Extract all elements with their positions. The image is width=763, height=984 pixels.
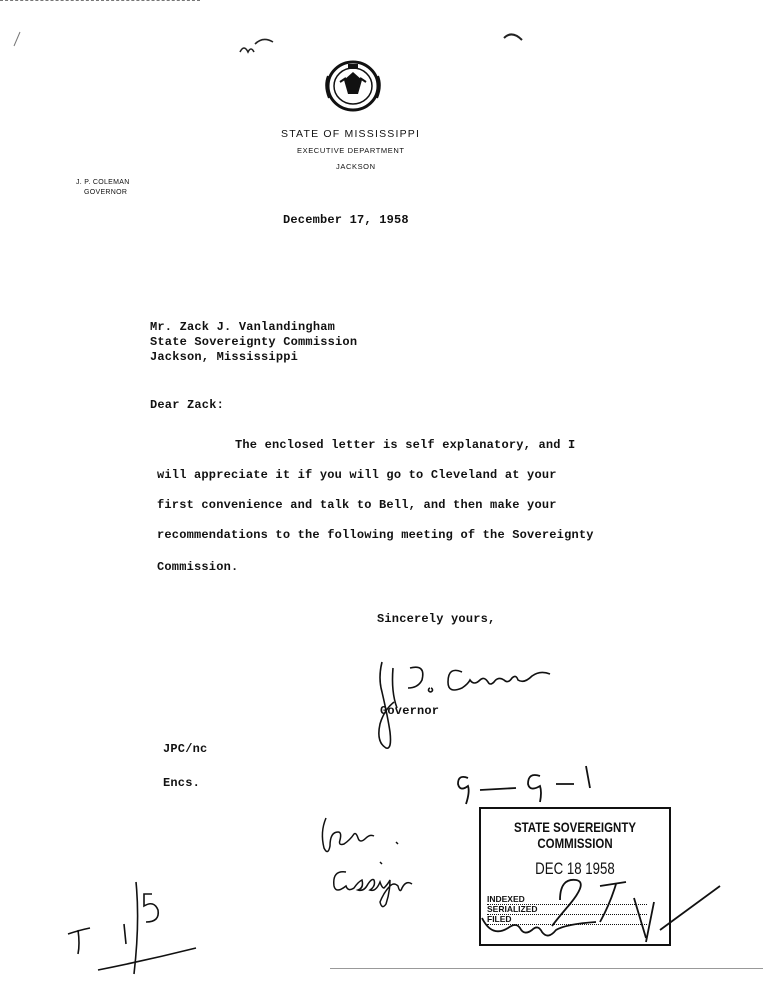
- governor-title: GOVERNOR: [84, 189, 128, 196]
- letter-date: December 17, 1958: [283, 213, 409, 227]
- governor-name: J. P. COLEMAN: [76, 179, 130, 186]
- stamp-initials-scribble: [482, 880, 720, 942]
- reference-initials: JPC/nc: [163, 742, 208, 756]
- stamp-row-serialized: SERIALIZED: [487, 905, 647, 915]
- corner-mark-handwriting: [68, 882, 196, 974]
- body-line: will appreciate it if you will go to Cleveland at your: [157, 468, 557, 482]
- body-line: Commission.: [157, 560, 239, 574]
- body-line: The enclosed letter is self explanatory, and I: [235, 438, 576, 452]
- enclosures: Encs.: [163, 776, 201, 790]
- stamp-title: STATE SOVEREIGNTY COMMISSION: [513, 819, 637, 851]
- body-line: first convenience and talk to Bell, and then make your: [157, 498, 557, 512]
- file-number-handwriting: [458, 766, 590, 804]
- recipient-organization: State Sovereignty Commission: [150, 335, 358, 349]
- bottom-edge-line: [330, 968, 763, 969]
- letterhead-state: STATE OF MISSISSIPPI: [281, 128, 421, 140]
- body-line: recommendations to the following meeting of the Sovereignty: [157, 528, 594, 542]
- please-assign-note: [322, 818, 412, 907]
- top-pen-mark: [240, 39, 273, 52]
- top-right-pen-mark: [504, 34, 522, 40]
- letterhead-city: JACKSON: [336, 162, 376, 171]
- closing: Sincerely yours,: [377, 612, 496, 626]
- stamp-row-filed: FILED: [487, 915, 647, 925]
- salutation: Dear Zack:: [150, 398, 225, 412]
- stamp-row-indexed: INDEXED: [487, 895, 647, 905]
- recipient-name: Mr. Zack J. Vanlandingham: [150, 320, 336, 334]
- governor-signature: [379, 662, 550, 748]
- letterhead-department: EXECUTIVE DEPARTMENT: [297, 146, 405, 155]
- signature-title: Governor: [380, 704, 440, 718]
- recipient-city: Jackson, Mississippi: [150, 350, 299, 364]
- left-margin-mark: [14, 32, 20, 46]
- stamp-date: DEC 18 1958: [535, 859, 615, 878]
